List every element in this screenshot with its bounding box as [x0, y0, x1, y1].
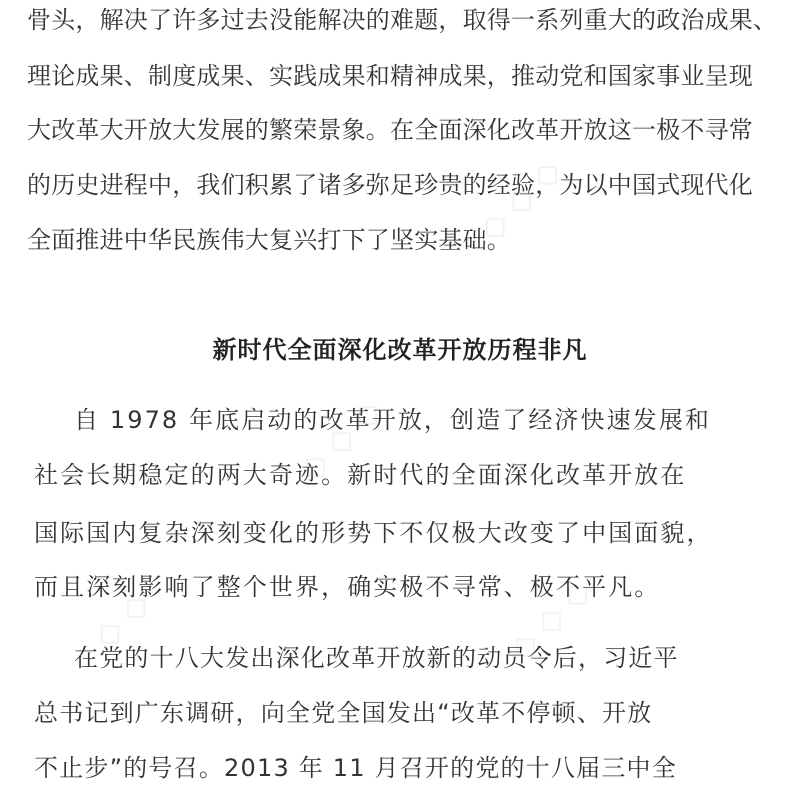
section-heading: 新时代全面深化改革开放历程非凡	[212, 336, 588, 364]
paragraph-2-line-4: 而且深刻影响了整个世界，确实极不寻常、极不平凡。	[34, 573, 661, 601]
paragraph-intro-line-2: 理论成果、制度成果、实践成果和精神成果，推动党和国家事业呈现	[27, 62, 753, 90]
paragraph-intro-line-5: 全面推进中华民族伟大复兴打下了坚实基础。	[27, 226, 511, 254]
watermark-mark: ◇ ◇ ◇	[290, 390, 390, 490]
paragraph-intro-line-4: 的历史进程中，我们积累了诸多弥足珍贵的经验，为以中国式现代化	[27, 171, 753, 199]
watermark-mark: ◇ ◇ ◇	[500, 570, 600, 670]
paragraph-2-line-2: 社会长期稳定的两大奇迹。新时代的全面深化改革开放在	[34, 461, 687, 489]
paragraph-3-line-3: 不止步”的号召。2013 年 11 月召开的党的十八届三中全	[34, 754, 677, 782]
watermark-mark: ◇ ◇	[85, 583, 159, 657]
watermark-mark: ◇ ◇ ◇	[470, 150, 570, 250]
paragraph-2-line-3: 国际国内复杂深刻变化的形势下不仅极大改变了中国面貌，	[34, 519, 713, 547]
paragraph-intro-line-1: 骨头，解决了许多过去没能解决的难题，取得一系列重大的政治成果、	[27, 6, 778, 34]
paragraph-intro-line-3: 大改革大开放大发展的繁荣景象。在全面深化改革开放这一极不寻常	[27, 116, 753, 144]
paragraph-3-line-1: 在党的十八大发出深化改革开放新的动员令后，习近平	[74, 644, 679, 672]
paragraph-3-line-2: 总书记到广东调研，向全党全国发出“改革不停顿、开放	[34, 699, 653, 727]
paragraph-2-line-1: 自 1978 年底启动的改革开放，创造了经济快速发展和	[74, 406, 712, 434]
